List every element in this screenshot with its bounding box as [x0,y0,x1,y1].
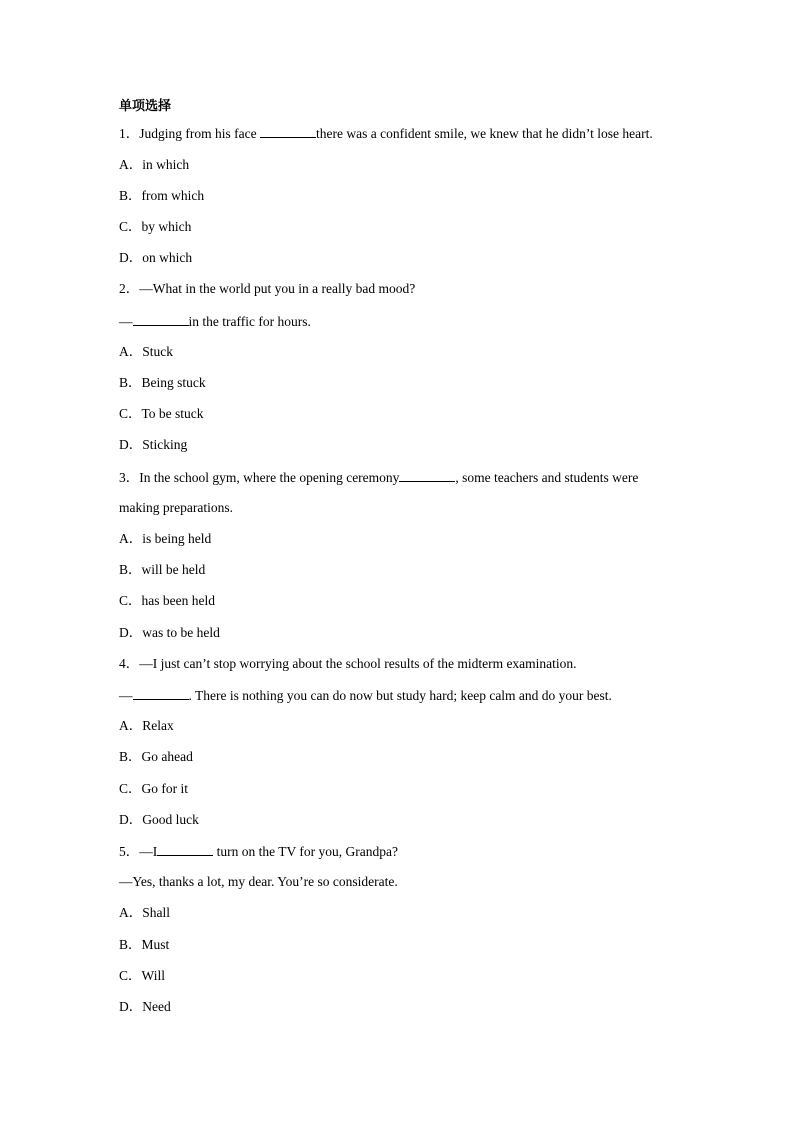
answer-blank [133,687,189,700]
question-4-reply [119,687,612,704]
question-4-stem [119,656,577,672]
reply-text: . There is nothing you can do now but study hard; keep calm and do your best. [188,688,612,703]
question-number: 4． [119,656,140,671]
question-1-option-a: A．in which [119,157,190,172]
answer-blank [133,313,189,326]
question-1-option-b: B．from which [119,188,205,203]
question-3-stem-continued: making preparations. [119,500,233,515]
question-5-option-a: A．Shall [119,905,171,920]
question-5-option-d: D．Need [119,999,171,1014]
answer-blank [260,125,316,138]
stem-text: turn on the TV for you, Grandpa? [213,844,398,859]
question-3-option-c: C．has been held [119,593,215,608]
question-2-stem [119,281,415,297]
section-title: 单项选择 [119,99,172,114]
reply-dash: — [119,688,133,703]
stem-text: —I just can’t stop worrying about the school results of the midterm examination. [139,656,577,671]
question-4-option-c: C．Go for it [119,781,188,796]
question-number: 1． [119,126,140,141]
stem-text: —What in the world put you in a really bad mood? [139,281,416,296]
answer-blank [399,469,455,482]
question-3-stem [119,469,638,486]
question-4-option-d: D．Good luck [119,812,199,827]
question-3-option-b: B．will be held [119,562,206,577]
question-number: 5． [119,844,140,859]
question-2-option-c: C．To be stuck [119,406,204,421]
reply-dash: — [119,314,133,329]
stem-text: In the school gym, where the opening ceremony [139,470,400,485]
question-4-option-a: A．Relax [119,718,174,733]
question-2-option-a: A．Stuck [119,344,173,359]
question-5-option-c: C．Will [119,968,165,983]
question-5-reply: —Yes, thanks a lot, my dear. You’re so considerate. [119,874,398,889]
stem-text: , some teachers and students were [455,470,639,485]
question-2-reply [119,313,311,330]
question-number: 2． [119,281,140,296]
question-5-option-b: B．Must [119,937,170,952]
question-3-option-d: D．was to be held [119,625,220,640]
question-2-option-b: B．Being stuck [119,375,206,390]
stem-text: there was a confident smile, we knew that he didn’t lose heart. [315,126,653,141]
question-5-stem [119,843,398,860]
question-1-option-d: D．on which [119,250,193,265]
question-2-option-d: D．Sticking [119,437,188,452]
stem-text: Judging from his face [139,126,260,141]
reply-text: in the traffic for hours. [188,314,311,329]
question-1-option-c: C．by which [119,219,192,234]
question-number: 3． [119,470,140,485]
question-1-stem [119,125,653,142]
stem-text: —I [139,844,158,859]
question-3-option-a: A．is being held [119,531,212,546]
answer-blank [157,843,213,856]
question-4-option-b: B．Go ahead [119,749,193,764]
